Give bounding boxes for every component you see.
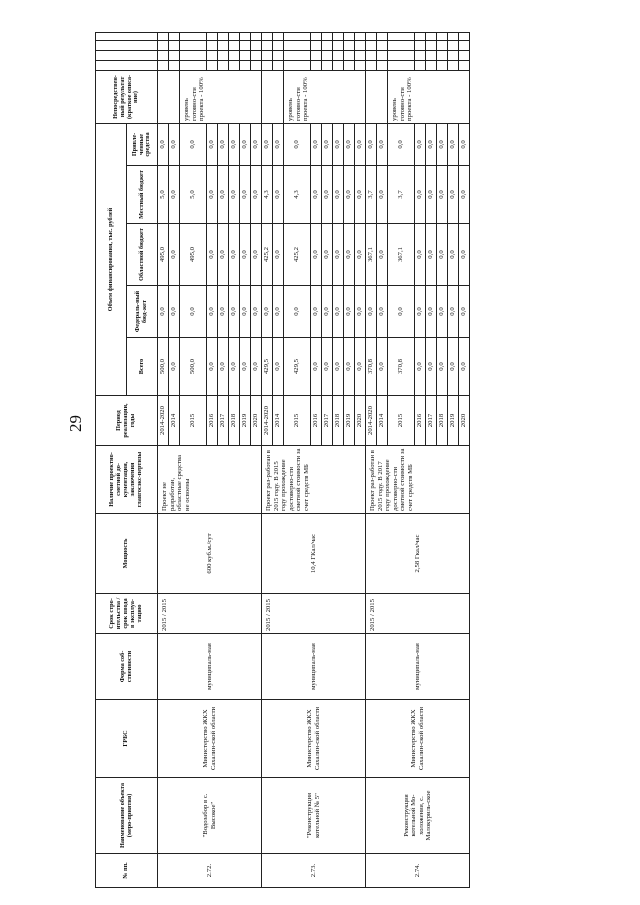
regional-cell: 0,0 bbox=[322, 224, 333, 286]
total-cell: 0,0 bbox=[229, 338, 240, 396]
empty-cell bbox=[366, 50, 377, 60]
col-regional-header: Областной бюджет bbox=[127, 224, 158, 286]
empty-col-header bbox=[96, 60, 158, 70]
empty-cell bbox=[344, 40, 355, 50]
table-row bbox=[158, 32, 169, 887]
total-cell: 370,8 bbox=[366, 338, 377, 396]
regional-cell: 367,1 bbox=[366, 224, 377, 286]
grbs-cell: Министерство ЖКХ Сахалин-ской области bbox=[158, 700, 262, 778]
regional-cell: 0,0 bbox=[415, 224, 426, 286]
empty-cell bbox=[169, 40, 180, 50]
federal-cell: 0,0 bbox=[415, 286, 426, 338]
result-cell: уровень готовно-сти проекта - 100% bbox=[180, 70, 262, 123]
total-cell: 0,0 bbox=[311, 338, 322, 396]
federal-cell: 0,0 bbox=[333, 286, 344, 338]
local-cell: 3,7 bbox=[366, 166, 377, 224]
empty-cell bbox=[426, 60, 437, 70]
federal-cell: 0,0 bbox=[284, 286, 311, 338]
total-cell: 0,0 bbox=[426, 338, 437, 396]
empty-cell bbox=[240, 50, 251, 60]
col-private-header: Привле-ченные средства bbox=[127, 123, 158, 165]
regional-cell: 0,0 bbox=[426, 224, 437, 286]
local-cell: 0,0 bbox=[355, 166, 366, 224]
period-cell: 2019 bbox=[448, 396, 459, 446]
federal-cell: 0,0 bbox=[448, 286, 459, 338]
empty-cell bbox=[311, 60, 322, 70]
private-cell: 0,0 bbox=[437, 123, 448, 165]
regional-cell: 0,0 bbox=[240, 224, 251, 286]
federal-cell: 0,0 bbox=[366, 286, 377, 338]
empty-cell bbox=[415, 60, 426, 70]
period-cell: 2016 bbox=[207, 396, 218, 446]
empty-col-header bbox=[96, 50, 158, 60]
empty-cell bbox=[207, 40, 218, 50]
empty-cell bbox=[344, 50, 355, 60]
term-cell: 2015 / 2015 bbox=[366, 594, 470, 634]
empty-cell bbox=[180, 60, 207, 70]
object-name: "Водозабор в с. Высокое" bbox=[158, 778, 262, 854]
empty-cell bbox=[218, 60, 229, 70]
regional-cell: 0,0 bbox=[377, 224, 388, 286]
empty-cell bbox=[207, 32, 218, 40]
private-cell: 0,0 bbox=[158, 123, 169, 165]
result-empty-cell bbox=[158, 70, 180, 123]
private-cell: 0,0 bbox=[448, 123, 459, 165]
private-cell: 0,0 bbox=[415, 123, 426, 165]
regional-cell: 0,0 bbox=[459, 224, 470, 286]
col-num-header: № пп. bbox=[96, 854, 158, 888]
period-cell: 2018 bbox=[229, 396, 240, 446]
empty-cell bbox=[366, 60, 377, 70]
grbs-cell: Министерство ЖКХ Сахалин-ской области bbox=[366, 700, 470, 778]
total-cell: 500,0 bbox=[158, 338, 169, 396]
empty-cell bbox=[388, 50, 415, 60]
empty-cell bbox=[377, 40, 388, 50]
federal-cell: 0,0 bbox=[355, 286, 366, 338]
private-cell: 0,0 bbox=[426, 123, 437, 165]
period-cell: 2020 bbox=[251, 396, 262, 446]
federal-cell: 0,0 bbox=[207, 286, 218, 338]
object-name: "Реконструкция котельной № 5" bbox=[262, 778, 366, 854]
regional-cell: 0,0 bbox=[311, 224, 322, 286]
empty-cell bbox=[229, 40, 240, 50]
empty-cell bbox=[311, 32, 322, 40]
empty-cell bbox=[448, 40, 459, 50]
empty-cell bbox=[426, 40, 437, 50]
local-cell: 0,0 bbox=[207, 166, 218, 224]
docs-cell: Проект не разработан, областные средства не освоены bbox=[158, 446, 262, 514]
total-cell: 0,0 bbox=[218, 338, 229, 396]
ownership-cell: муниципаль-ная bbox=[262, 634, 366, 700]
total-cell: 0,0 bbox=[459, 338, 470, 396]
col-term-header: Срок стро-ительства / срок ввода в эксплуа-тацию bbox=[96, 594, 158, 634]
federal-cell: 0,0 bbox=[437, 286, 448, 338]
funding-table bbox=[95, 32, 470, 888]
total-cell: 370,8 bbox=[388, 338, 415, 396]
total-cell: 0,0 bbox=[415, 338, 426, 396]
period-cell: 2019 bbox=[240, 396, 251, 446]
empty-cell bbox=[251, 50, 262, 60]
col-docs-header: Наличие проектно-сметной до-кументации, заключения главгосэкс-пертизы bbox=[96, 446, 158, 514]
empty-cell bbox=[169, 32, 180, 40]
empty-cell bbox=[284, 32, 311, 40]
period-cell: 2018 bbox=[333, 396, 344, 446]
col-federal-header: Федераль-ный бюд-жет bbox=[127, 286, 158, 338]
empty-cell bbox=[311, 50, 322, 60]
federal-cell: 0,0 bbox=[262, 286, 273, 338]
empty-cell bbox=[251, 40, 262, 50]
local-cell: 0,0 bbox=[229, 166, 240, 224]
empty-cell bbox=[459, 32, 470, 40]
result-cell: уровень готовно-сти проекта - 100% bbox=[284, 70, 366, 123]
table-row bbox=[262, 32, 273, 887]
regional-cell: 0,0 bbox=[273, 224, 284, 286]
empty-cell bbox=[437, 32, 448, 40]
period-cell: 2015 bbox=[180, 396, 207, 446]
empty-cell bbox=[240, 60, 251, 70]
empty-cell bbox=[448, 50, 459, 60]
federal-cell: 0,0 bbox=[180, 286, 207, 338]
empty-cell bbox=[229, 50, 240, 60]
period-cell: 2017 bbox=[426, 396, 437, 446]
period-cell: 2014-2020 bbox=[262, 396, 273, 446]
private-cell: 0,0 bbox=[180, 123, 207, 165]
total-cell: 0,0 bbox=[251, 338, 262, 396]
empty-cell bbox=[180, 50, 207, 60]
col-result-header: Непосредствен-ный результат (краткое описа-ние) bbox=[96, 70, 158, 123]
empty-cell bbox=[426, 32, 437, 40]
empty-cell bbox=[284, 60, 311, 70]
empty-cell bbox=[158, 50, 169, 60]
regional-cell: 0,0 bbox=[437, 224, 448, 286]
object-name: Реконструкция котельной Мо-холожения, с. Малокуриль-ское bbox=[366, 778, 470, 854]
empty-cell bbox=[262, 40, 273, 50]
period-cell: 2014 bbox=[377, 396, 388, 446]
col-period-header: Период реализации, годы bbox=[96, 396, 158, 446]
docs-cell: Проект раз-работан в 2015 году. В 2017 году прохождение достоверно-сти сметной стоимости за счет средств МБ bbox=[366, 446, 470, 514]
local-cell: 0,0 bbox=[240, 166, 251, 224]
regional-cell: 0,0 bbox=[333, 224, 344, 286]
regional-cell: 0,0 bbox=[448, 224, 459, 286]
empty-cell bbox=[448, 32, 459, 40]
empty-cell bbox=[437, 40, 448, 50]
local-cell: 0,0 bbox=[426, 166, 437, 224]
result-empty-cell bbox=[366, 70, 388, 123]
empty-cell bbox=[388, 32, 415, 40]
period-cell: 2016 bbox=[415, 396, 426, 446]
private-cell: 0,0 bbox=[333, 123, 344, 165]
docs-cell: Проект раз-работан в 2015 году. В 2015 году прохождение достоверно-сти сметной стоимости за счет средств МБ bbox=[262, 446, 366, 514]
result-cell: уровень готовно-сти проекта - 100% bbox=[388, 70, 470, 123]
local-cell: 0,0 bbox=[344, 166, 355, 224]
private-cell: 0,0 bbox=[169, 123, 180, 165]
total-cell: 429,5 bbox=[262, 338, 273, 396]
federal-cell: 0,0 bbox=[426, 286, 437, 338]
empty-cell bbox=[158, 40, 169, 50]
col-ownership-header: Форма соб-ственности bbox=[96, 634, 158, 700]
empty-cell bbox=[355, 50, 366, 60]
federal-cell: 0,0 bbox=[388, 286, 415, 338]
empty-cell bbox=[273, 50, 284, 60]
empty-cell bbox=[333, 50, 344, 60]
federal-cell: 0,0 bbox=[240, 286, 251, 338]
local-cell: 0,0 bbox=[377, 166, 388, 224]
empty-cell bbox=[322, 40, 333, 50]
regional-cell: 0,0 bbox=[355, 224, 366, 286]
empty-cell bbox=[333, 60, 344, 70]
empty-cell bbox=[262, 50, 273, 60]
empty-cell bbox=[207, 50, 218, 60]
federal-cell: 0,0 bbox=[273, 286, 284, 338]
local-cell: 4,3 bbox=[262, 166, 273, 224]
local-cell: 0,0 bbox=[311, 166, 322, 224]
private-cell: 0,0 bbox=[388, 123, 415, 165]
regional-cell: 0,0 bbox=[344, 224, 355, 286]
local-cell: 0,0 bbox=[333, 166, 344, 224]
term-cell: 2015 / 2015 bbox=[262, 594, 366, 634]
local-cell: 0,0 bbox=[169, 166, 180, 224]
federal-cell: 0,0 bbox=[158, 286, 169, 338]
local-cell: 5,0 bbox=[180, 166, 207, 224]
empty-cell bbox=[180, 40, 207, 50]
empty-cell bbox=[426, 50, 437, 60]
local-cell: 5,0 bbox=[158, 166, 169, 224]
empty-cell bbox=[251, 32, 262, 40]
private-cell: 0,0 bbox=[322, 123, 333, 165]
private-cell: 0,0 bbox=[311, 123, 322, 165]
period-cell: 2014-2020 bbox=[158, 396, 169, 446]
federal-cell: 0,0 bbox=[344, 286, 355, 338]
total-cell: 0,0 bbox=[377, 338, 388, 396]
local-cell: 0,0 bbox=[437, 166, 448, 224]
empty-cell bbox=[344, 60, 355, 70]
regional-cell: 495,0 bbox=[180, 224, 207, 286]
funding-table-sheet bbox=[95, 33, 495, 888]
col-name-header: Наименование объекта (меро-приятия) bbox=[96, 778, 158, 854]
private-cell: 0,0 bbox=[344, 123, 355, 165]
private-cell: 0,0 bbox=[251, 123, 262, 165]
empty-cell bbox=[273, 40, 284, 50]
empty-cell bbox=[459, 40, 470, 50]
regional-cell: 367,1 bbox=[388, 224, 415, 286]
capacity-cell: 2,58 Гкал/час bbox=[366, 514, 470, 594]
period-cell: 2015 bbox=[388, 396, 415, 446]
col-total-header: Всего bbox=[127, 338, 158, 396]
col-grbs-header: ГРБС bbox=[96, 700, 158, 778]
empty-cell bbox=[388, 40, 415, 50]
empty-cell bbox=[251, 60, 262, 70]
empty-cell bbox=[218, 32, 229, 40]
federal-cell: 0,0 bbox=[229, 286, 240, 338]
federal-cell: 0,0 bbox=[459, 286, 470, 338]
private-cell: 0,0 bbox=[218, 123, 229, 165]
empty-cell bbox=[366, 40, 377, 50]
private-cell: 0,0 bbox=[262, 123, 273, 165]
local-cell: 0,0 bbox=[273, 166, 284, 224]
period-cell: 2016 bbox=[311, 396, 322, 446]
regional-cell: 0,0 bbox=[229, 224, 240, 286]
table-body bbox=[158, 32, 470, 887]
empty-col-header bbox=[96, 32, 158, 40]
private-cell: 0,0 bbox=[355, 123, 366, 165]
empty-cell bbox=[262, 60, 273, 70]
period-cell: 2018 bbox=[437, 396, 448, 446]
private-cell: 0,0 bbox=[377, 123, 388, 165]
local-cell: 0,0 bbox=[251, 166, 262, 224]
private-cell: 0,0 bbox=[273, 123, 284, 165]
regional-cell: 0,0 bbox=[169, 224, 180, 286]
empty-cell bbox=[333, 40, 344, 50]
capacity-cell: 600 куб.м./сут bbox=[158, 514, 262, 594]
local-cell: 0,0 bbox=[322, 166, 333, 224]
empty-cell bbox=[333, 32, 344, 40]
empty-cell bbox=[415, 32, 426, 40]
period-cell: 2014 bbox=[169, 396, 180, 446]
private-cell: 0,0 bbox=[284, 123, 311, 165]
total-cell: 0,0 bbox=[448, 338, 459, 396]
regional-cell: 425,2 bbox=[262, 224, 273, 286]
empty-cell bbox=[322, 32, 333, 40]
local-cell: 0,0 bbox=[459, 166, 470, 224]
empty-cell bbox=[448, 60, 459, 70]
empty-cell bbox=[415, 50, 426, 60]
regional-cell: 0,0 bbox=[251, 224, 262, 286]
empty-cell bbox=[158, 60, 169, 70]
regional-cell: 0,0 bbox=[207, 224, 218, 286]
empty-cell bbox=[355, 60, 366, 70]
total-cell: 0,0 bbox=[437, 338, 448, 396]
regional-cell: 425,2 bbox=[284, 224, 311, 286]
period-cell: 2014 bbox=[273, 396, 284, 446]
empty-cell bbox=[273, 60, 284, 70]
total-cell: 500,0 bbox=[180, 338, 207, 396]
empty-cell bbox=[437, 60, 448, 70]
private-cell: 0,0 bbox=[240, 123, 251, 165]
private-cell: 0,0 bbox=[366, 123, 377, 165]
col-funding-header: Объем финансирования, тыс. рублей bbox=[96, 123, 127, 395]
empty-cell bbox=[459, 50, 470, 60]
ownership-cell: муниципаль-ная bbox=[366, 634, 470, 700]
total-cell: 0,0 bbox=[273, 338, 284, 396]
empty-cell bbox=[262, 32, 273, 40]
empty-cell bbox=[240, 32, 251, 40]
private-cell: 0,0 bbox=[459, 123, 470, 165]
federal-cell: 0,0 bbox=[218, 286, 229, 338]
empty-cell bbox=[240, 40, 251, 50]
empty-cell bbox=[377, 32, 388, 40]
empty-cell bbox=[355, 32, 366, 40]
empty-cell bbox=[169, 50, 180, 60]
empty-cell bbox=[180, 32, 207, 40]
empty-cell bbox=[169, 60, 180, 70]
regional-cell: 495,0 bbox=[158, 224, 169, 286]
header-row bbox=[96, 32, 127, 887]
col-capacity-header: Мощность bbox=[96, 514, 158, 594]
federal-cell: 0,0 bbox=[377, 286, 388, 338]
local-cell: 4,3 bbox=[284, 166, 311, 224]
total-cell: 0,0 bbox=[355, 338, 366, 396]
local-cell: 0,0 bbox=[415, 166, 426, 224]
col-local-header: Местный бюджет bbox=[127, 166, 158, 224]
empty-cell bbox=[229, 32, 240, 40]
local-cell: 0,0 bbox=[218, 166, 229, 224]
empty-cell bbox=[377, 60, 388, 70]
ownership-cell: муниципаль-ная bbox=[158, 634, 262, 700]
empty-cell bbox=[366, 32, 377, 40]
total-cell: 0,0 bbox=[333, 338, 344, 396]
empty-cell bbox=[311, 40, 322, 50]
total-cell: 0,0 bbox=[322, 338, 333, 396]
total-cell: 429,5 bbox=[284, 338, 311, 396]
local-cell: 3,7 bbox=[388, 166, 415, 224]
empty-cell bbox=[459, 60, 470, 70]
empty-cell bbox=[218, 50, 229, 60]
table-row bbox=[366, 32, 377, 887]
empty-cell bbox=[322, 50, 333, 60]
empty-cell bbox=[218, 40, 229, 50]
total-cell: 0,0 bbox=[207, 338, 218, 396]
private-cell: 0,0 bbox=[229, 123, 240, 165]
empty-cell bbox=[322, 60, 333, 70]
page-number: 29 bbox=[66, 415, 85, 432]
total-cell: 0,0 bbox=[344, 338, 355, 396]
capacity-cell: 10,4 ГКал/час bbox=[262, 514, 366, 594]
empty-cell bbox=[388, 60, 415, 70]
regional-cell: 0,0 bbox=[218, 224, 229, 286]
empty-cell bbox=[437, 50, 448, 60]
period-cell: 2017 bbox=[322, 396, 333, 446]
result-empty-cell bbox=[262, 70, 284, 123]
period-cell: 2014-2020 bbox=[366, 396, 377, 446]
empty-cell bbox=[344, 32, 355, 40]
local-cell: 0,0 bbox=[448, 166, 459, 224]
period-cell: 2019 bbox=[344, 396, 355, 446]
empty-cell bbox=[207, 60, 218, 70]
empty-cell bbox=[415, 40, 426, 50]
empty-col-header bbox=[96, 40, 158, 50]
federal-cell: 0,0 bbox=[169, 286, 180, 338]
period-cell: 2017 bbox=[218, 396, 229, 446]
federal-cell: 0,0 bbox=[311, 286, 322, 338]
total-cell: 0,0 bbox=[169, 338, 180, 396]
period-cell: 2020 bbox=[459, 396, 470, 446]
term-cell: 2015 / 2015 bbox=[158, 594, 262, 634]
period-cell: 2020 bbox=[355, 396, 366, 446]
private-cell: 0,0 bbox=[207, 123, 218, 165]
total-cell: 0,0 bbox=[240, 338, 251, 396]
empty-cell bbox=[284, 50, 311, 60]
empty-cell bbox=[273, 32, 284, 40]
federal-cell: 0,0 bbox=[322, 286, 333, 338]
empty-cell bbox=[229, 60, 240, 70]
empty-cell bbox=[158, 32, 169, 40]
empty-cell bbox=[284, 40, 311, 50]
row-number: 2.74. bbox=[366, 854, 470, 888]
empty-cell bbox=[377, 50, 388, 60]
grbs-cell: Министерство ЖКХ Сахалин-ской области bbox=[262, 700, 366, 778]
row-number: 2.72. bbox=[158, 854, 262, 888]
period-cell: 2015 bbox=[284, 396, 311, 446]
row-number: 2.73. bbox=[262, 854, 366, 888]
empty-cell bbox=[355, 40, 366, 50]
federal-cell: 0,0 bbox=[251, 286, 262, 338]
